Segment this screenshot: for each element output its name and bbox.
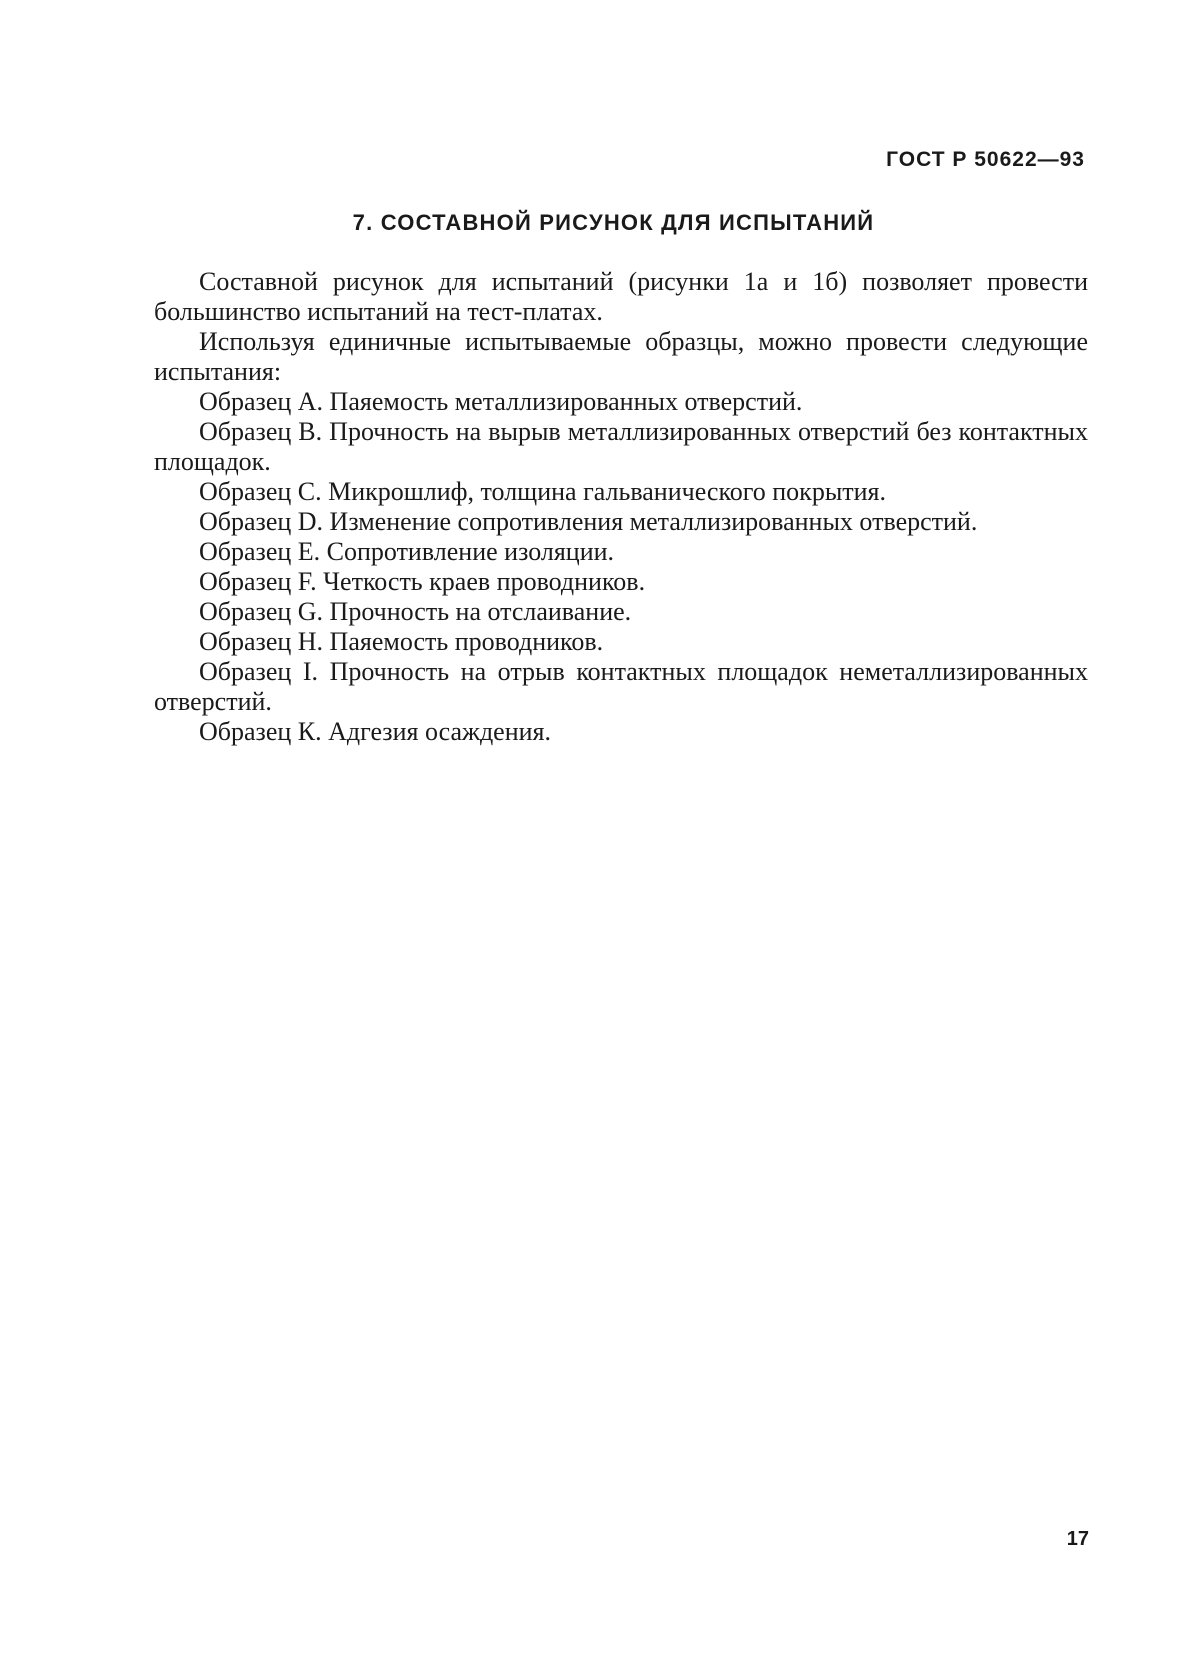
sample-k-item: Образец К. Адгезия осаждения. [199, 717, 552, 746]
sample-c-item: Образец С. Микрошлиф, толщина гальванического покрытия. [199, 477, 887, 506]
paragraph-tests-list-intro: Используя единичные испытываемые образцы, можно провести следующие испытания: [154, 327, 1088, 386]
sample-g-item: Образец G. Прочность на отслаивание. [199, 597, 632, 626]
sample-i-item: Образец I. Прочность на отрыв контактных площадок неметаллизированных отверстий. [154, 657, 1088, 716]
sample-a-item: Образец А. Паяемость металлизированных отверстий. [199, 387, 803, 416]
sample-d-item: Образец D. Изменение сопротивления металлизированных отверстий. [199, 507, 978, 536]
sample-h-item: Образец Н. Паяемость проводников. [199, 627, 604, 656]
page-number: 17 [1066, 1528, 1089, 1550]
sample-e-item: Образец Е. Сопротивление изоляции. [199, 537, 615, 566]
standard-code-header: ГОСТ Р 50622—93 [886, 148, 1085, 171]
body-text [154, 267, 1088, 747]
paragraph-intro: Составной рисунок для испытаний (рисунки 1а и 1б) позволяет провести большинство испытаний на тест-платах. [154, 267, 1088, 326]
sample-b-item: Образец В. Прочность на вырыв металлизированных отверстий без контактных площадок. [154, 417, 1088, 476]
sample-f-item: Образец F. Четкость краев проводников. [199, 567, 646, 596]
section-title: 7. СОСТАВНОЙ РИСУНОК ДЛЯ ИСПЫТАНИЙ [352, 210, 875, 235]
